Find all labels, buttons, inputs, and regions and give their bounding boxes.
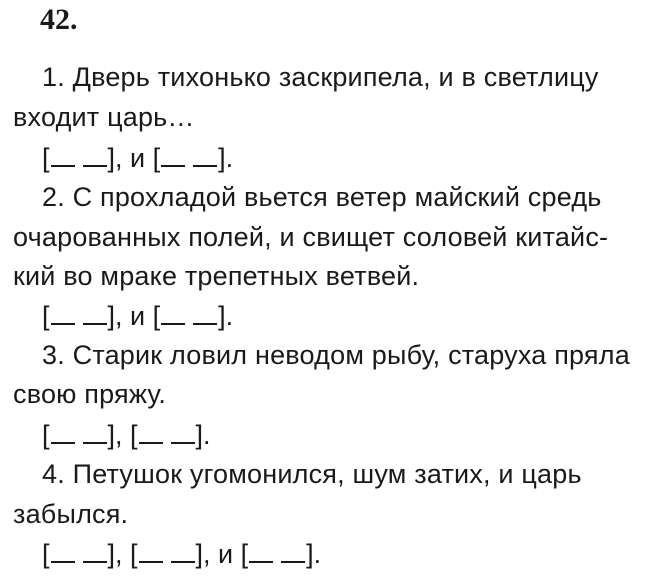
blank-line	[83, 301, 107, 325]
exercise-number: 42.	[40, 3, 78, 36]
scheme-separator: ], и [	[107, 143, 161, 173]
scheme-end: ].	[218, 301, 234, 331]
blank-line	[161, 301, 185, 325]
blank-line	[83, 143, 107, 167]
bracket-open: [	[42, 420, 50, 450]
scheme-1	[42, 141, 233, 175]
sentence-2-line-1: 2. С прохладой вьется ветер майский средь	[42, 182, 602, 212]
scheme-end: ].	[218, 143, 234, 173]
blank-line	[161, 143, 185, 167]
blank-line	[51, 143, 75, 167]
scheme-end: ].	[195, 420, 211, 450]
bracket-open: [	[42, 539, 50, 569]
scheme-separator: ], [	[107, 420, 138, 450]
blank-line	[171, 420, 195, 444]
bracket-open: [	[42, 143, 50, 173]
blank-line	[83, 539, 107, 563]
sentence-1-line-2: входит царь…	[13, 102, 195, 132]
blank-line	[193, 143, 217, 167]
sentence-3-line-1: 3. Старик ловил неводом рыбу, старуха пряла	[42, 340, 630, 370]
scheme-separator: ], [	[107, 539, 138, 569]
scheme-4	[42, 537, 321, 571]
blank-line	[249, 539, 273, 563]
sentence-4-line-2: забылся.	[13, 499, 129, 529]
blank-line	[193, 301, 217, 325]
scheme-3	[42, 418, 211, 452]
blank-line	[139, 420, 163, 444]
bracket-open: [	[42, 301, 50, 331]
scheme-2	[42, 299, 233, 333]
blank-line	[83, 420, 107, 444]
blank-line	[171, 539, 195, 563]
scheme-end: ].	[306, 539, 322, 569]
sentence-4-line-1: 4. Петушок угомонился, шум затих, и царь	[42, 459, 582, 489]
blank-line	[51, 301, 75, 325]
blank-line	[51, 420, 75, 444]
blank-line	[139, 539, 163, 563]
blank-line	[281, 539, 305, 563]
scheme-separator: ], и [	[195, 539, 249, 569]
sentence-3-line-2: свою пряжу.	[13, 379, 167, 409]
sentence-2-line-2: очарованных полей, и свищет соловей китайс-	[13, 222, 609, 252]
scheme-separator: ], и [	[107, 301, 161, 331]
sentence-2-line-3: кий во мраке трепетных ветвей.	[13, 261, 420, 291]
sentence-1-line-1: 1. Дверь тихонько заскрипела, и в светлицу	[42, 62, 599, 92]
blank-line	[51, 539, 75, 563]
